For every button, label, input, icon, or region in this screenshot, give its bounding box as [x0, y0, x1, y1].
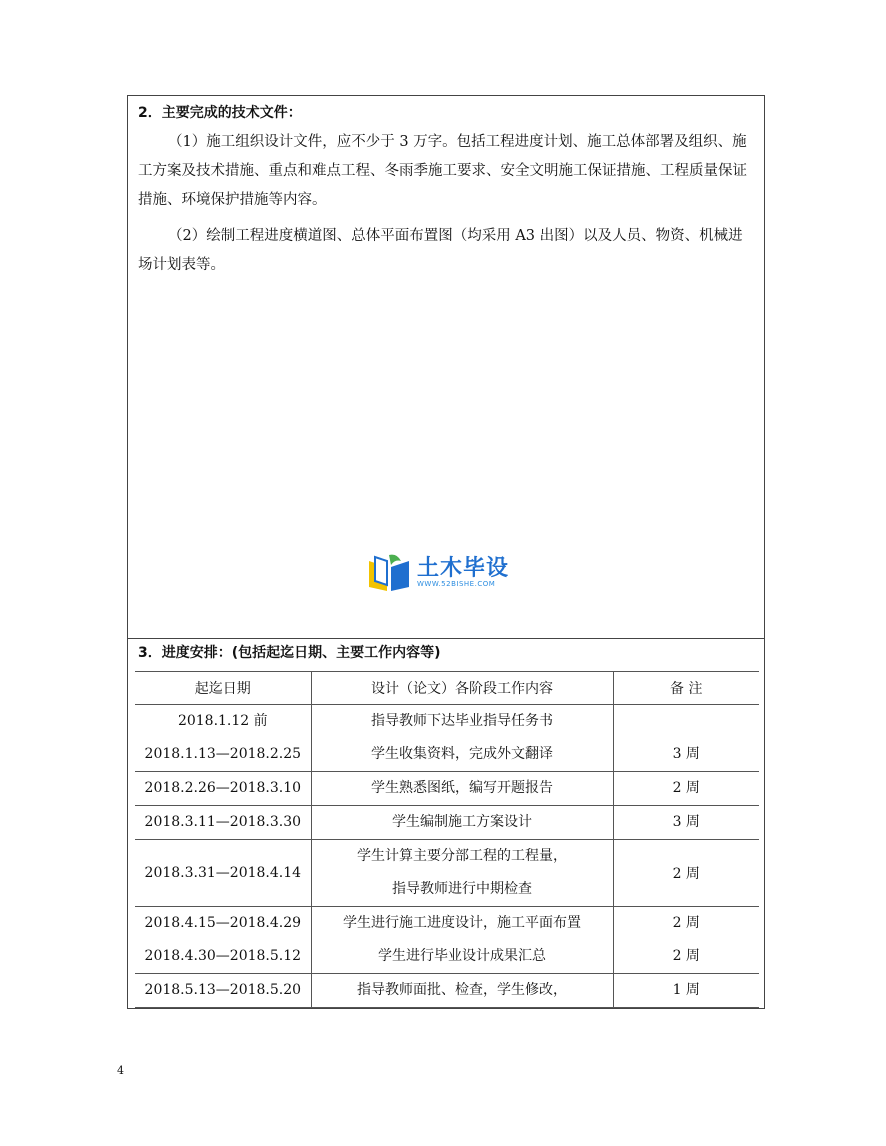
table-row — [135, 772, 759, 806]
watermark-logo — [365, 549, 525, 595]
task-cell: 学生编制施工方案设计 — [392, 814, 533, 830]
table-header-row — [135, 672, 759, 705]
table-row — [135, 840, 759, 907]
note-cell: 3 周 — [672, 814, 700, 830]
note-cell: 2 周 — [672, 948, 700, 964]
date-cell: 2018.4.15—2018.4.29 — [144, 915, 302, 931]
date-cell: 2018.1.13—2018.2.25 — [144, 746, 302, 762]
header-dates: 起迄日期 — [135, 672, 311, 705]
note-cell: 1 周 — [672, 982, 700, 998]
section-technical-documents — [128, 96, 764, 639]
watermark-url: WWW.52BISHE.COM — [417, 580, 496, 588]
date-cell: 2018.4.30—2018.5.12 — [144, 948, 302, 964]
task-cell: 学生进行施工进度设计，施工平面布置 — [343, 915, 582, 931]
task-cell: 学生计算主要分部工程的工程量， — [357, 848, 568, 864]
note-cell: 2 周 — [672, 780, 700, 796]
date-cell: 2018.5.13—2018.5.20 — [144, 982, 302, 998]
page-number: 4 — [117, 1064, 124, 1077]
task-cell: 指导教师进行中期检查 — [392, 881, 533, 897]
task-form-frame — [127, 95, 765, 1009]
note-cell: 2 周 — [672, 866, 700, 882]
book-logo-icon — [365, 551, 413, 593]
table-row — [135, 907, 759, 974]
section2-paragraph-1: （1）施工组织设计文件，应不少于 3 万字。包括工程进度计划、施工总体部署及组织、施工方案及技术措施、重点和难点工程、冬雨季施工要求、安全文明施工保证措施、工程质量保证措施、环境保护措施等内容。 — [138, 134, 747, 208]
note-cell — [614, 705, 760, 738]
table-row — [135, 705, 759, 772]
task-cell: 指导教师面批、检查，学生修改， — [357, 982, 568, 998]
table-row — [135, 806, 759, 840]
date-cell: 2018.2.26—2018.3.10 — [144, 780, 302, 796]
table-row — [135, 974, 759, 1008]
header-content: 设计（论文）各阶段工作内容 — [311, 672, 613, 705]
task-cell: 学生收集资料，完成外文翻译 — [371, 746, 554, 762]
section2-paragraph-2: （2）绘制工程进度横道图、总体平面布置图（均采用 A3 出图）以及人员、物资、机械进场计划表等。 — [138, 228, 743, 273]
date-cell: 2018.3.11—2018.3.30 — [144, 814, 302, 830]
schedule-table — [135, 671, 759, 1008]
note-cell: 2 周 — [672, 915, 700, 931]
section3-title: 3．进度安排：(包括起迄日期、主要工作内容等) — [138, 645, 441, 661]
header-notes: 备 注 — [613, 672, 759, 705]
date-cell: 2018.3.31—2018.4.14 — [144, 865, 302, 881]
date-cell: 2018.1.12 前 — [177, 713, 268, 729]
task-cell: 学生熟悉图纸，编写开题报告 — [371, 780, 554, 796]
watermark-name: 土木毕设 — [417, 556, 510, 581]
task-cell: 学生进行毕业设计成果汇总 — [378, 948, 547, 964]
task-cell: 指导教师下达毕业指导任务书 — [371, 713, 554, 729]
note-cell: 3 周 — [672, 746, 700, 762]
section2-title: 2．主要完成的技术文件： — [138, 105, 302, 121]
